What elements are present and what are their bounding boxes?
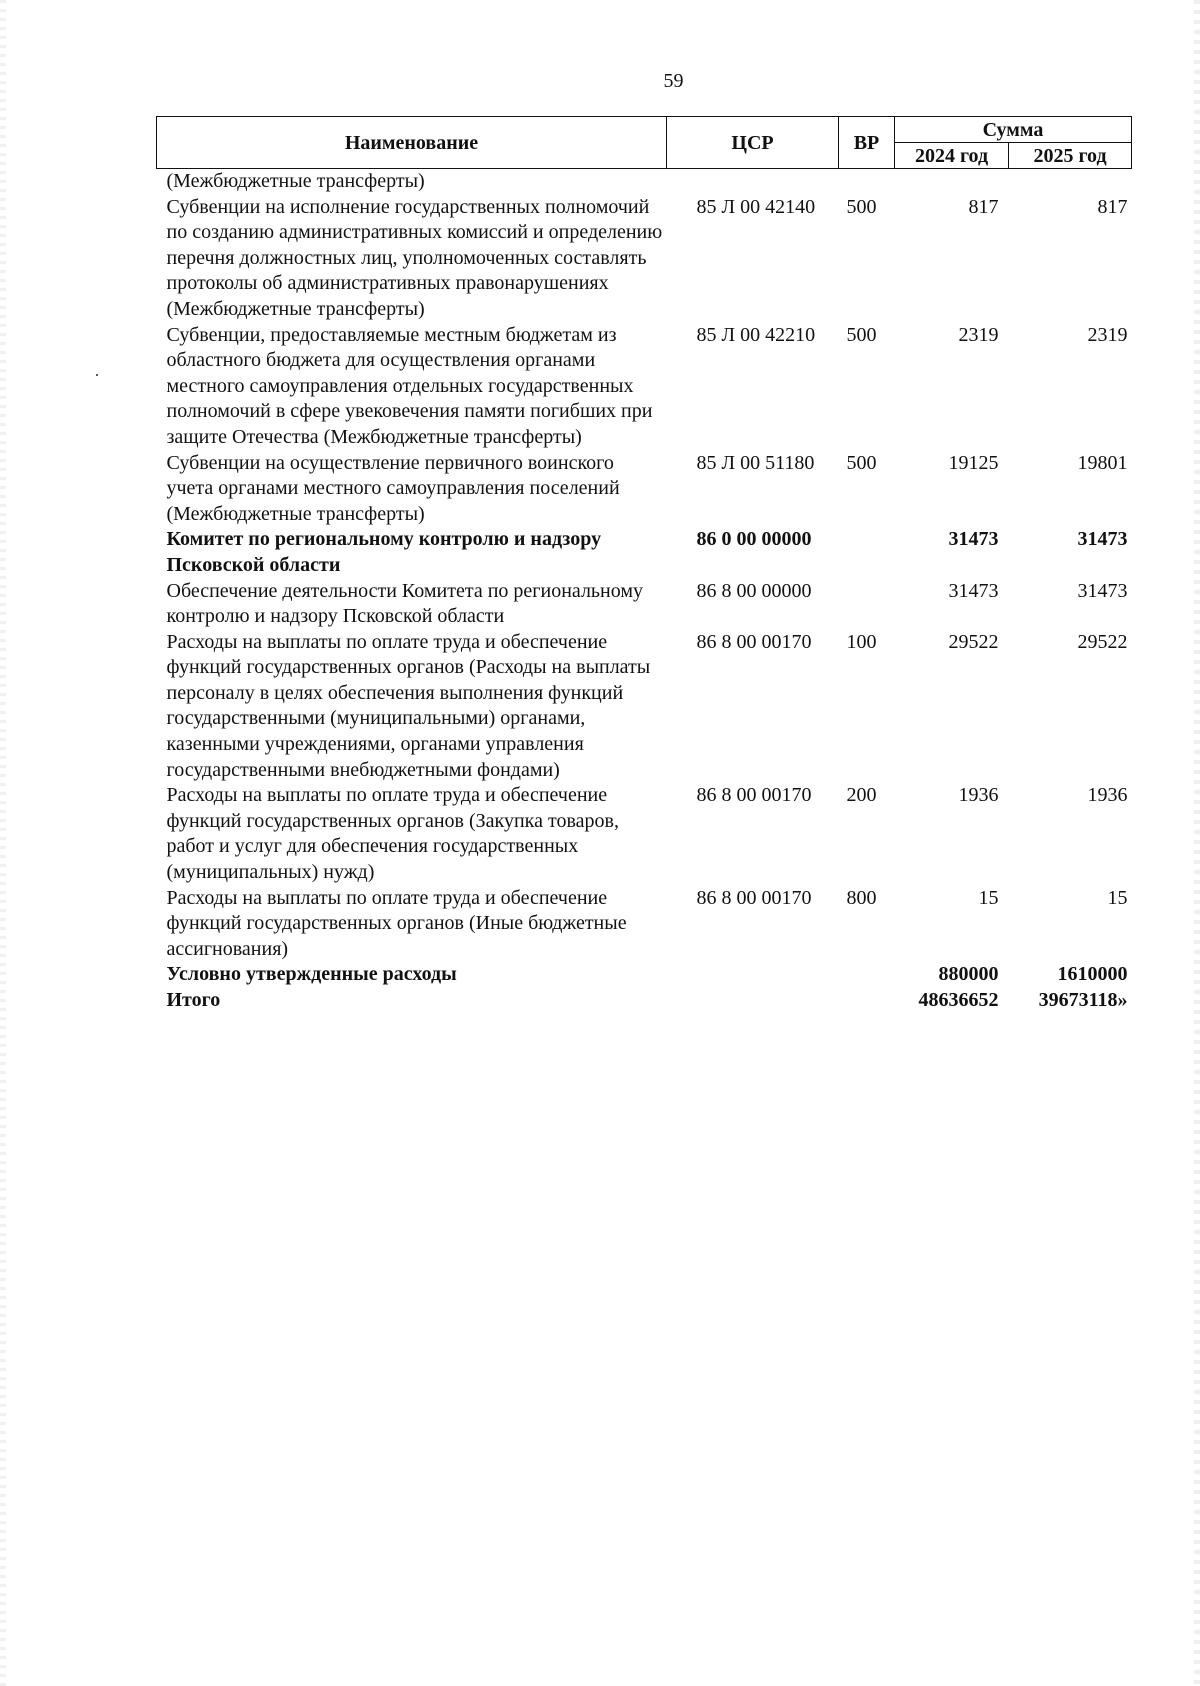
row-name-cell: Итого: [166, 989, 221, 1011]
table-row: [157, 451, 1132, 528]
row-csr-cell: 86 8 00 00170: [696, 886, 812, 909]
table-row: [157, 527, 1132, 578]
header-sum: Сумма: [895, 117, 1132, 143]
row-csr-cell: [667, 169, 839, 195]
table-row: [157, 195, 1132, 323]
row-2024-cell: 817: [968, 195, 999, 218]
row-2025-cell: 817: [1097, 195, 1128, 218]
row-2025-cell: 31473: [1077, 528, 1128, 551]
row-csr-cell: 86 8 00 00170: [696, 630, 812, 653]
row-name-cell: Расходы на выплаты по оплате труда и обеспечение функций государственных органов (Расходы на выплаты персоналу в целях обеспечения выполнения функций государственными (муниципальными) органами, казенными учреждениями, органами управления государственными внебюджетными фондами): [166, 630, 651, 781]
row-vr-cell: [839, 169, 895, 195]
row-2024-cell: 31473: [948, 579, 999, 602]
row-csr-cell: 85 Л 00 42210: [696, 323, 816, 346]
row-2025-cell: [1009, 169, 1132, 195]
row-2024-cell: 29522: [948, 630, 999, 653]
row-name-cell: Субвенции, предоставляемые местным бюджетам из областного бюджета для осуществления органами местного самоуправления отдельных государственных полномочий в сфере увековечения памяти погибших при защите Отечества (Межбюджетные трансферты): [166, 323, 653, 448]
row-csr-cell: 86 8 00 00000: [696, 579, 812, 602]
row-2025-cell: 1936: [1087, 784, 1128, 807]
row-csr-cell: 85 Л 00 42140: [696, 195, 816, 218]
row-csr-cell: 86 8 00 00170: [696, 784, 812, 807]
row-name-cell: Обеспечение деятельности Комитета по региональному контролю и надзору Псковской области: [166, 579, 644, 628]
row-csr-cell: 86 0 00 00000: [696, 528, 812, 551]
header-year-2024: 2024 год: [895, 143, 1009, 169]
row-vr-cell: [839, 988, 895, 1014]
row-vr-cell: 500: [846, 195, 877, 218]
row-2025-cell: 2319: [1087, 323, 1128, 346]
row-csr-cell: [667, 988, 839, 1014]
table-row: [157, 169, 1132, 195]
table-row: [157, 630, 1132, 784]
row-vr-cell: [839, 527, 895, 578]
scan-edge-left: [0, 0, 6, 1686]
row-csr-cell: [667, 962, 839, 988]
row-vr-cell: 500: [846, 451, 877, 474]
header-csr: ЦСР: [667, 117, 839, 169]
table-header: [157, 117, 1132, 169]
row-vr-cell: [839, 962, 895, 988]
row-2024-cell: 880000: [938, 963, 999, 986]
row-2024-cell: 48636652: [918, 989, 999, 1011]
row-2024-cell: 2319: [958, 323, 999, 346]
table-row: [157, 962, 1132, 988]
row-2024-cell: 1936: [958, 784, 999, 807]
row-name-cell: (Межбюджетные трансферты): [166, 170, 425, 192]
row-vr-cell: 500: [846, 323, 877, 346]
row-vr-cell: 800: [846, 886, 877, 909]
table-row: [157, 886, 1132, 963]
table-row: [157, 988, 1132, 1014]
row-csr-cell: 85 Л 00 51180: [696, 451, 815, 474]
row-vr-cell: 100: [846, 630, 877, 653]
table-row: [157, 579, 1132, 630]
row-name-cell: Расходы на выплаты по оплате труда и обеспечение функций государственных органов (Закупка товаров, работ и услуг для обеспечения государственных (муниципальных) нужд): [166, 784, 619, 884]
row-2025-cell: 29522: [1077, 630, 1128, 653]
header-name: Наименование: [157, 117, 667, 169]
row-name-cell: Комитет по региональному контролю и надзору Псковской области: [166, 528, 602, 576]
row-2024-cell: 19125: [948, 451, 999, 474]
header-vr: ВР: [839, 117, 895, 169]
row-2024-cell: 15: [978, 886, 999, 909]
table-row: [157, 783, 1132, 885]
row-vr-cell: 200: [846, 784, 877, 807]
row-2025-cell: 39673118»: [1038, 989, 1128, 1011]
row-name-cell: Условно утвержденные расходы: [166, 963, 457, 986]
scan-speck: [96, 374, 98, 376]
table-body: [157, 169, 1132, 1014]
row-name-cell: Расходы на выплаты по оплате труда и обеспечение функций государственных органов (Иные бюджетные ассигнования): [166, 886, 627, 960]
row-2024-cell: [895, 169, 1009, 195]
scan-edge-right: [1194, 0, 1200, 1686]
header-year-2025: 2025 год: [1009, 143, 1132, 169]
row-name-cell: Субвенции на осуществление первичного воинского учета органами местного самоуправления поселений (Межбюджетные трансферты): [166, 451, 620, 525]
row-2025-cell: 19801: [1077, 451, 1128, 474]
row-2025-cell: 1610000: [1057, 963, 1128, 986]
page-number: 59: [663, 70, 684, 92]
row-2025-cell: 15: [1107, 886, 1128, 909]
table-row: [157, 323, 1132, 451]
budget-table: [156, 116, 1132, 1014]
row-2024-cell: 31473: [948, 528, 999, 551]
row-name-cell: Субвенции на исполнение государственных полномочий по созданию административных комиссий и определению перечня должностных лиц, уполномоченных составлять протоколы об административных правонарушениях (Межбюджетные трансферты): [166, 195, 663, 320]
row-2025-cell: 31473: [1077, 579, 1128, 602]
row-vr-cell: [839, 579, 895, 630]
